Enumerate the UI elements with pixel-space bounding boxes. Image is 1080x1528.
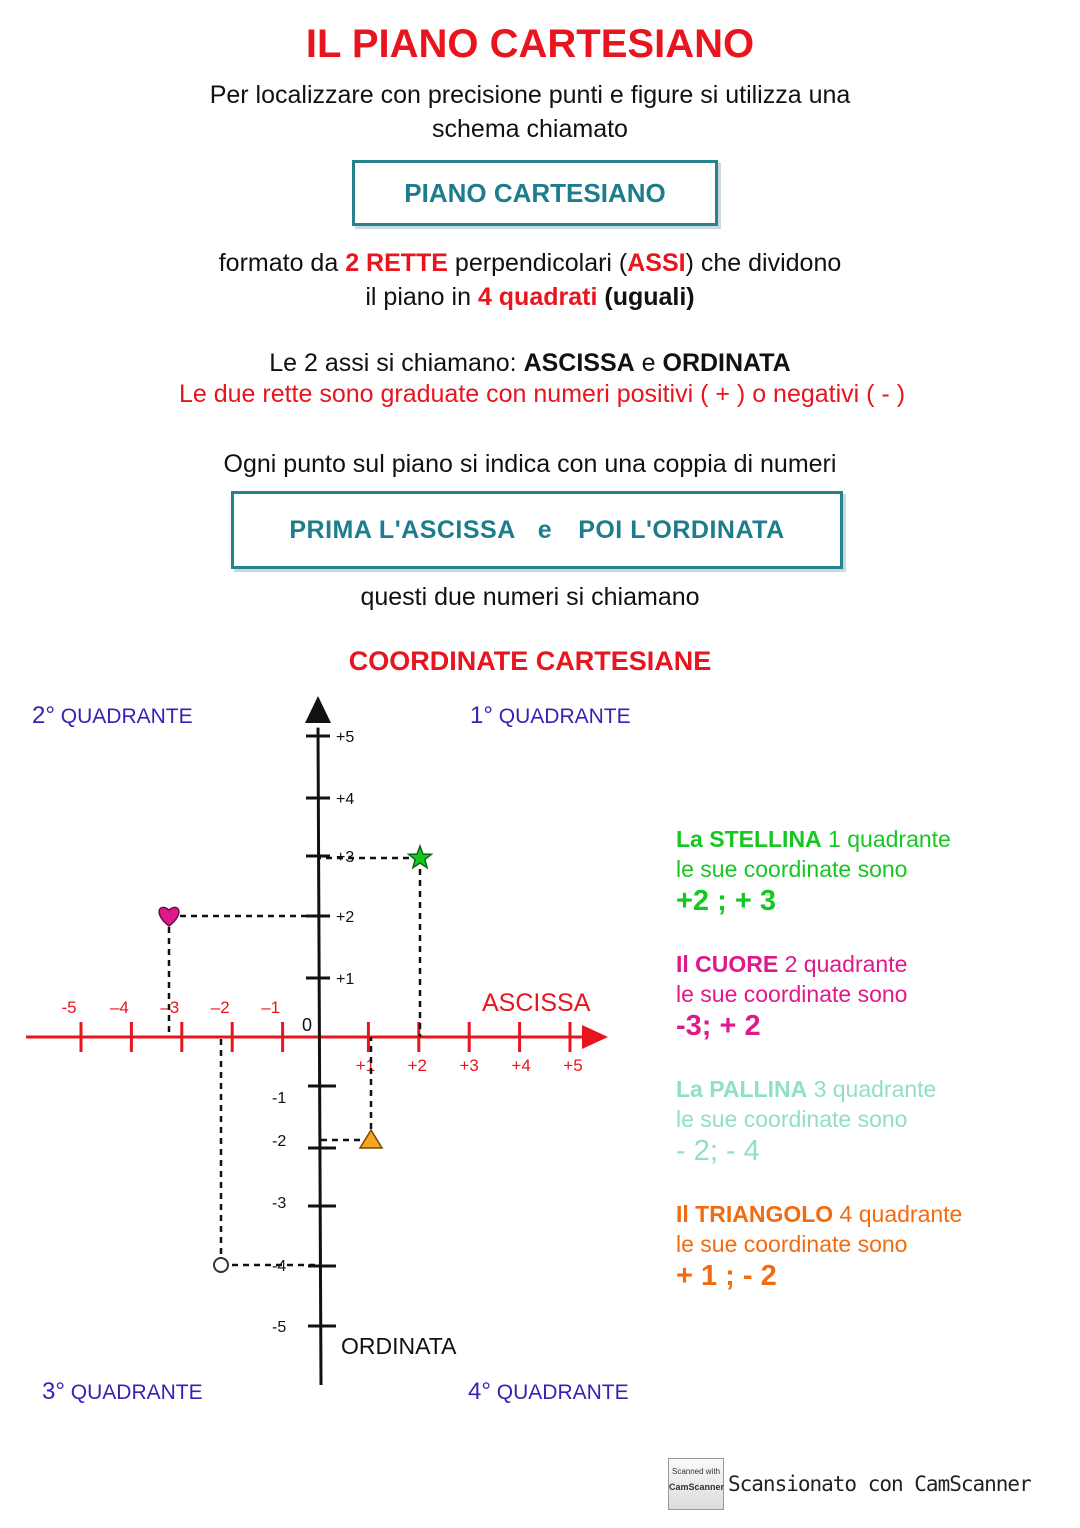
y-tick-label: -2: [272, 1133, 287, 1150]
y-tick-label: +2: [336, 909, 355, 926]
tri-line2: le sue coordinate sono: [676, 1231, 908, 1257]
ball-coords: - 2; - 4: [676, 1135, 760, 1167]
x-tick-label: –3: [160, 998, 180, 1017]
y-tick-label: -5: [272, 1319, 287, 1336]
y-axis-line: [318, 728, 321, 1385]
q2-num: 2°: [32, 702, 55, 729]
ball-point: [214, 1258, 228, 1272]
prima-ascissa-box: [231, 491, 843, 569]
q4-text: QUADRANTE: [496, 1381, 629, 1404]
axes-text: e: [634, 349, 663, 377]
legend-star: [676, 824, 951, 918]
x-axis-label: ASCISSA: [482, 989, 591, 1017]
y-tick-label: -4: [272, 1258, 287, 1275]
camscanner-logo: [668, 1458, 724, 1510]
piano-cartesiano-box: [352, 160, 718, 226]
tri-name: Il TRIANGOLO: [676, 1201, 834, 1227]
triangle-point: [360, 1130, 382, 1148]
axes-text: Le 2 assi si chiamano:: [269, 349, 524, 377]
definition-line-2: [0, 280, 1060, 314]
piano-cartesiano-label: PIANO CARTESIANO: [404, 177, 666, 208]
heart-point: [159, 907, 179, 926]
scan-caption: Scansionato con CamScanner: [728, 1472, 1031, 1496]
section-title: COORDINATE CARTESIANE: [348, 646, 712, 676]
x-axis-arrow: [582, 1025, 608, 1049]
logo-top-text: Scanned with: [671, 1467, 721, 1476]
x-tick-label: +3: [459, 1056, 479, 1075]
y-tick-label: +4: [336, 791, 355, 808]
x-tick-label: +1: [355, 1056, 376, 1075]
y-axis-label: ORDINATA: [341, 1333, 457, 1359]
ball-quadrant: 3 quadrante: [807, 1076, 937, 1102]
x-tick-label: –4: [109, 998, 129, 1017]
q1-num: 1°: [470, 702, 493, 729]
star-coords: +2 ; + 3: [676, 885, 776, 917]
def-uguali: (uguali): [597, 283, 695, 311]
cartesian-plane: [0, 680, 660, 1400]
intro-line-2: schema chiamato: [432, 115, 628, 143]
box2-part-c: POI L'ORDINATA: [578, 515, 785, 544]
heart-name: Il CUORE: [676, 951, 779, 977]
x-tick-label: +4: [511, 1056, 531, 1075]
star-name: La STELLINA: [676, 826, 822, 852]
def-rette: 2 RETTE: [345, 249, 448, 277]
q2-text: QUADRANTE: [60, 705, 193, 728]
page-title: IL PIANO CARTESIANO: [305, 22, 755, 66]
legend-ball: [676, 1074, 936, 1168]
ball-line2: le sue coordinate sono: [676, 1106, 908, 1132]
x-tick-label: -5: [61, 998, 77, 1017]
logo-bottom-text: CamScanner: [669, 1482, 725, 1492]
q3-num: 3°: [42, 1378, 65, 1405]
def-text: ) che dividono: [685, 249, 842, 277]
call-line: questi due numeri si chiamano: [360, 583, 700, 611]
star-quadrant: 1 quadrante: [821, 826, 951, 852]
x-tick-label: –1: [261, 998, 281, 1017]
star-point: [409, 846, 432, 868]
definition-line-1: [0, 246, 1060, 280]
q4-num: 4°: [468, 1378, 491, 1405]
heart-quadrant: 2 quadrante: [778, 951, 908, 977]
def-text: il piano in: [365, 283, 478, 311]
y-axis-arrow: [305, 696, 331, 723]
axes-names-line: [0, 346, 1060, 380]
tri-coords: + 1 ; - 2: [676, 1260, 777, 1292]
origin-label: 0: [301, 1015, 313, 1035]
axes-ordinata: ORDINATA: [662, 349, 791, 377]
heart-line2: le sue coordinate sono: [676, 981, 908, 1007]
point-line: Ogni punto sul piano si indica con una coppia di numeri: [223, 450, 837, 478]
intro-line-1: Per localizzare con precisione punti e figure si utilizza una: [209, 81, 851, 109]
legend-triangle: [676, 1199, 962, 1293]
def-assi: ASSI: [627, 249, 686, 277]
star-line2: le sue coordinate sono: [676, 856, 908, 882]
q1-text: QUADRANTE: [498, 705, 631, 728]
y-tick-label: +5: [336, 729, 355, 746]
y-tick-label: +3: [336, 849, 355, 866]
def-quadrati: 4 quadrati: [477, 283, 598, 311]
x-tick-label: –2: [210, 998, 230, 1017]
tri-quadrant: 4 quadrante: [833, 1201, 963, 1227]
y-tick-label: +1: [336, 971, 355, 988]
heart-coords: -3; + 2: [676, 1010, 761, 1042]
y-tick-label: -3: [272, 1195, 287, 1212]
x-tick-label: +5: [563, 1056, 583, 1075]
legend-heart: [676, 949, 907, 1043]
q3-text: QUADRANTE: [70, 1381, 203, 1404]
ball-name: La PALLINA: [676, 1076, 808, 1102]
def-text: formato da: [218, 249, 346, 277]
box2-part-a: PRIMA L'ASCISSA: [289, 515, 516, 544]
def-text: perpendicolari (: [447, 249, 628, 277]
axes-ascissa: ASCISSA: [523, 349, 635, 377]
x-tick-label: +2: [407, 1056, 427, 1075]
box2-part-b: e: [537, 515, 553, 544]
graduated-line: Le due rette sono graduate con numeri positivi ( + ) o negativi ( - ): [178, 380, 906, 408]
y-tick-label: -1: [272, 1090, 287, 1107]
